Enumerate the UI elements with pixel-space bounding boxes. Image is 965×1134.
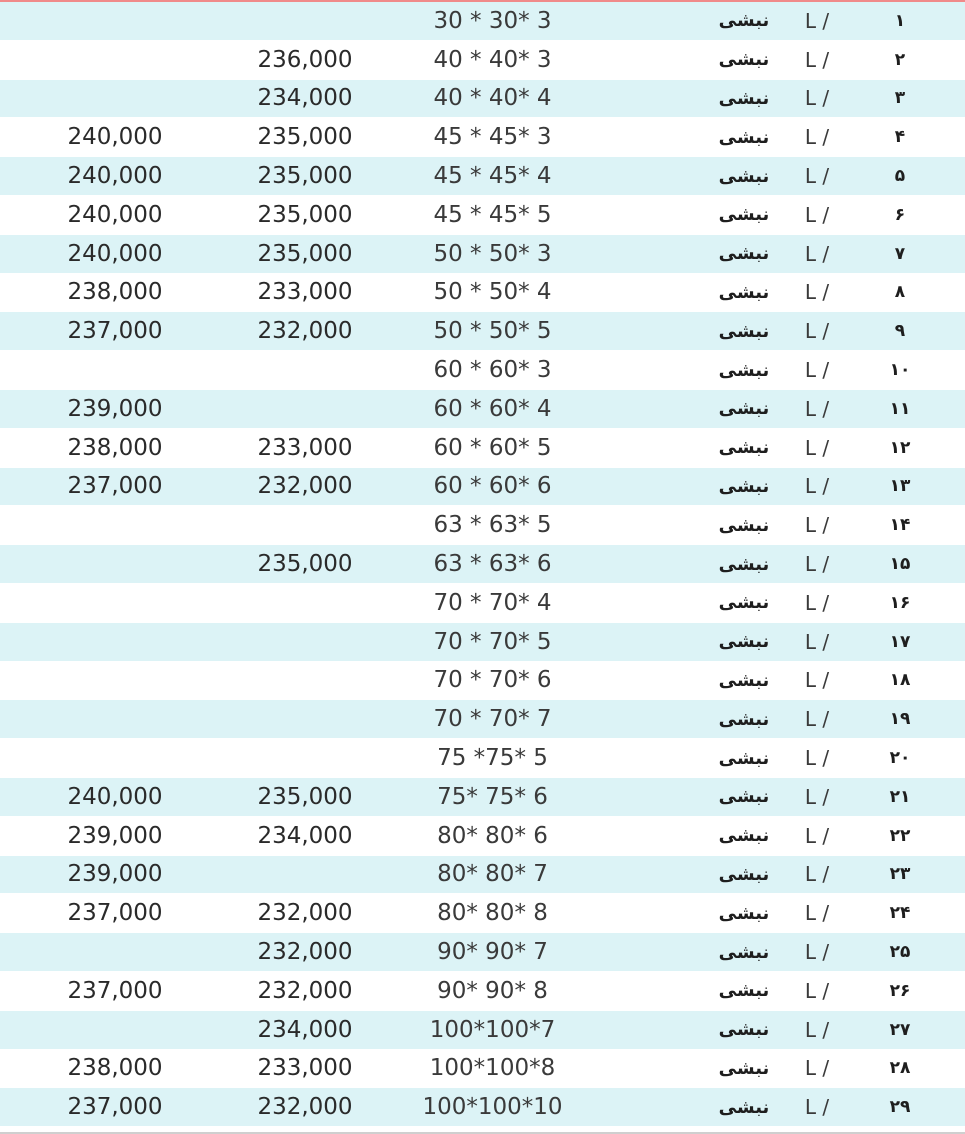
table-row — [0, 933, 965, 972]
table-row — [0, 1088, 965, 1127]
price-cell-1: 232,000 — [257, 900, 353, 927]
price-cell-1 — [230, 856, 380, 894]
product-type-cell: نبشی — [718, 126, 770, 148]
shape-cell: L / — [804, 746, 830, 771]
price-cell-2: 237,000 — [67, 900, 163, 927]
size-cell: 75 *75* 5 — [437, 745, 548, 772]
table-row — [0, 312, 965, 351]
price-cell-1: 232,000 — [257, 939, 353, 966]
table-row — [0, 468, 965, 507]
product-type-cell: نبشی — [718, 437, 770, 459]
price-cell-2 — [40, 545, 190, 583]
price-cell-1: 232,000 — [257, 473, 353, 500]
row-number: ۹ — [894, 321, 906, 342]
row-number: ۱۲ — [889, 437, 911, 458]
size-cell: 80* 80* 7 — [437, 861, 548, 888]
table-row — [0, 700, 965, 739]
price-cell-1 — [230, 506, 380, 544]
row-number: ۱۶ — [889, 592, 911, 613]
price-cell-2: 239,000 — [67, 822, 163, 849]
size-cell: 80* 80* 8 — [437, 900, 548, 927]
product-type-cell: نبشی — [718, 1096, 770, 1118]
product-type-cell: نبشی — [718, 475, 770, 497]
product-type-cell: نبشی — [718, 825, 770, 847]
product-type-cell: نبشی — [718, 631, 770, 653]
shape-cell: L / — [804, 164, 830, 189]
price-cell-2: 240,000 — [67, 124, 163, 151]
row-number: ۲۸ — [889, 1058, 911, 1079]
table-row — [0, 778, 965, 817]
row-number: ۱۹ — [889, 709, 911, 730]
price-cell-1: 234,000 — [257, 822, 353, 849]
size-cell: 45 * 45* 4 — [433, 163, 552, 190]
price-cell-1: 233,000 — [257, 434, 353, 461]
shape-cell: L / — [804, 940, 830, 965]
price-cell-2: 238,000 — [67, 279, 163, 306]
shape-cell: L / — [804, 319, 830, 344]
shape-cell: L / — [804, 707, 830, 732]
price-cell-1: 235,000 — [257, 551, 353, 578]
row-number: ۲۰ — [889, 748, 911, 769]
price-cell-1 — [230, 584, 380, 622]
price-cell-2: 238,000 — [67, 434, 163, 461]
price-cell-1: 234,000 — [257, 1016, 353, 1043]
price-cell-1 — [230, 2, 380, 40]
size-cell: 50 * 50* 5 — [433, 318, 552, 345]
table-row — [0, 390, 965, 429]
price-cell-2: 237,000 — [67, 977, 163, 1004]
table-row — [0, 157, 965, 196]
row-number: ۱۵ — [889, 554, 911, 575]
price-cell-2 — [40, 41, 190, 79]
row-number: ۲۱ — [889, 786, 911, 807]
product-type-cell: نبشی — [718, 281, 770, 303]
product-type-cell: نبشی — [718, 553, 770, 575]
row-number: ۱۱ — [889, 398, 911, 419]
price-cell-1 — [230, 623, 380, 661]
price-cell-2 — [40, 506, 190, 544]
size-cell: 70 * 70* 7 — [433, 706, 552, 733]
shape-cell: L / — [804, 280, 830, 305]
shape-cell: L / — [804, 474, 830, 499]
shape-cell: L / — [804, 86, 830, 111]
row-number: ۳ — [894, 88, 906, 109]
shape-cell: L / — [804, 590, 830, 615]
row-number: ۱۷ — [889, 631, 911, 652]
price-cell-2: 240,000 — [67, 240, 163, 267]
price-cell-2 — [40, 584, 190, 622]
size-cell: 100*100*10 — [422, 1094, 563, 1121]
price-cell-1: 233,000 — [257, 279, 353, 306]
shape-cell: L / — [804, 823, 830, 848]
price-cell-2: 240,000 — [67, 783, 163, 810]
size-cell: 63 * 63* 5 — [433, 512, 552, 539]
size-cell: 100*100*8 — [429, 1055, 556, 1082]
table-row — [0, 623, 965, 662]
price-cell-1: 232,000 — [257, 977, 353, 1004]
size-cell: 80* 80* 6 — [437, 822, 548, 849]
size-cell: 60 * 60* 5 — [433, 434, 552, 461]
price-cell-2 — [40, 2, 190, 40]
product-type-cell: نبشی — [718, 708, 770, 730]
size-cell: 60 * 60* 6 — [433, 473, 552, 500]
table-row — [0, 972, 965, 1011]
price-cell-2 — [40, 80, 190, 118]
price-cell-2: 238,000 — [67, 1055, 163, 1082]
shape-cell: L / — [804, 396, 830, 421]
product-type-cell: نبشی — [718, 243, 770, 265]
price-cell-2 — [40, 933, 190, 971]
product-type-cell: نبشی — [718, 359, 770, 381]
price-cell-2: 240,000 — [67, 201, 163, 228]
table-row — [0, 1011, 965, 1050]
product-type-cell: نبشی — [718, 669, 770, 691]
price-cell-1 — [230, 390, 380, 428]
product-type-cell: نبشی — [718, 87, 770, 109]
product-type-cell: نبشی — [718, 1057, 770, 1079]
price-cell-2 — [40, 1011, 190, 1049]
row-number: ۱۸ — [889, 670, 911, 691]
size-cell: 50 * 50* 3 — [433, 240, 552, 267]
product-type-cell: نبشی — [718, 592, 770, 614]
price-cell-2 — [40, 739, 190, 777]
product-type-cell: نبشی — [718, 320, 770, 342]
table-row — [0, 739, 965, 778]
row-number: ۱۳ — [889, 476, 911, 497]
shape-cell: L / — [804, 47, 830, 72]
row-number: ۲۷ — [889, 1019, 911, 1040]
shape-cell: L / — [804, 1095, 830, 1120]
price-cell-2: 237,000 — [67, 473, 163, 500]
shape-cell: L / — [804, 358, 830, 383]
price-cell-1: 235,000 — [257, 124, 353, 151]
price-cell-1: 233,000 — [257, 1055, 353, 1082]
row-number: ۸ — [894, 282, 906, 303]
size-cell: 63 * 63* 6 — [433, 551, 552, 578]
price-cell-1: 235,000 — [257, 783, 353, 810]
size-cell: 70 * 70* 6 — [433, 667, 552, 694]
shape-cell: L / — [804, 629, 830, 654]
size-cell: 40 * 40* 4 — [433, 85, 552, 112]
table-row — [0, 506, 965, 545]
table-row — [0, 817, 965, 856]
price-cell-2: 237,000 — [67, 1094, 163, 1121]
row-number: ۲ — [894, 49, 906, 70]
table-row — [0, 196, 965, 235]
row-number: ۱ — [894, 10, 906, 31]
price-cell-1 — [230, 662, 380, 700]
shape-cell: L / — [804, 8, 830, 33]
price-cell-1 — [230, 739, 380, 777]
row-number: ۵ — [894, 166, 906, 187]
product-type-cell: نبشی — [718, 398, 770, 420]
product-type-cell: نبشی — [718, 941, 770, 963]
price-cell-2: 239,000 — [67, 861, 163, 888]
shape-cell: L / — [804, 125, 830, 150]
price-cell-2: 239,000 — [67, 395, 163, 422]
row-number: ۷ — [894, 243, 906, 264]
price-table — [0, 2, 965, 1127]
table-row — [0, 41, 965, 80]
size-cell: 70 * 70* 5 — [433, 628, 552, 655]
shape-cell: L / — [804, 1017, 830, 1042]
table-row — [0, 351, 965, 390]
row-number: ۱۰ — [889, 360, 911, 381]
size-cell: 40 * 40* 3 — [433, 46, 552, 73]
shape-cell: L / — [804, 435, 830, 460]
table-row — [0, 894, 965, 933]
product-type-cell: نبشی — [718, 204, 770, 226]
size-cell: 70 * 70* 4 — [433, 589, 552, 616]
size-cell: 45 * 45* 3 — [433, 124, 552, 151]
price-cell-1: 235,000 — [257, 163, 353, 190]
shape-cell: L / — [804, 784, 830, 809]
row-number: ۱۴ — [889, 515, 911, 536]
row-number: ۲۲ — [889, 825, 911, 846]
price-cell-1: 236,000 — [257, 46, 353, 73]
price-cell-1: 234,000 — [257, 85, 353, 112]
size-cell: 60 * 60* 3 — [433, 357, 552, 384]
row-number: ۲۶ — [889, 980, 911, 1001]
row-number: ۲۵ — [889, 942, 911, 963]
size-cell: 60 * 60* 4 — [433, 395, 552, 422]
shape-cell: L / — [804, 552, 830, 577]
product-type-cell: نبشی — [718, 863, 770, 885]
table-row — [0, 118, 965, 157]
product-type-cell: نبشی — [718, 980, 770, 1002]
price-cell-1 — [230, 700, 380, 738]
price-cell-2 — [40, 700, 190, 738]
size-cell: 100*100*7 — [429, 1016, 556, 1043]
table-row — [0, 1050, 965, 1089]
shape-cell: L / — [804, 978, 830, 1003]
price-cell-2 — [40, 623, 190, 661]
shape-cell: L / — [804, 202, 830, 227]
table-row — [0, 429, 965, 468]
product-type-cell: نبشی — [718, 49, 770, 71]
shape-cell: L / — [804, 901, 830, 926]
row-number: ۶ — [894, 204, 906, 225]
size-cell: 50 * 50* 4 — [433, 279, 552, 306]
row-number: ۲۳ — [889, 864, 911, 885]
shape-cell: L / — [804, 862, 830, 887]
row-number: ۲۴ — [889, 903, 911, 924]
shape-cell: L / — [804, 513, 830, 538]
price-cell-2: 237,000 — [67, 318, 163, 345]
price-cell-1 — [230, 351, 380, 389]
size-cell: 90* 90* 8 — [437, 977, 548, 1004]
product-type-cell: نبشی — [718, 747, 770, 769]
price-cell-1: 232,000 — [257, 318, 353, 345]
table-row — [0, 584, 965, 623]
price-cell-1: 232,000 — [257, 1094, 353, 1121]
price-cell-2: 240,000 — [67, 163, 163, 190]
shape-cell: L / — [804, 1056, 830, 1081]
shape-cell: L / — [804, 241, 830, 266]
size-cell: 90* 90* 7 — [437, 939, 548, 966]
table-row — [0, 80, 965, 119]
product-type-cell: نبشی — [718, 514, 770, 536]
size-cell: 45 * 45* 5 — [433, 201, 552, 228]
size-cell: 75* 75* 6 — [437, 783, 548, 810]
table-row — [0, 545, 965, 584]
price-cell-1: 235,000 — [257, 201, 353, 228]
row-number: ۴ — [894, 127, 906, 148]
price-cell-2 — [40, 351, 190, 389]
product-type-cell: نبشی — [718, 10, 770, 32]
product-type-cell: نبشی — [718, 902, 770, 924]
table-row — [0, 274, 965, 313]
row-number: ۲۹ — [889, 1097, 911, 1118]
price-cell-1: 235,000 — [257, 240, 353, 267]
table-row — [0, 662, 965, 701]
product-type-cell: نبشی — [718, 1019, 770, 1041]
table-row — [0, 2, 965, 41]
product-type-cell: نبشی — [718, 165, 770, 187]
shape-cell: L / — [804, 668, 830, 693]
table-row — [0, 235, 965, 274]
product-type-cell: نبشی — [718, 786, 770, 808]
price-cell-2 — [40, 662, 190, 700]
size-cell: 30 * 30* 3 — [433, 7, 552, 34]
table-row — [0, 856, 965, 895]
